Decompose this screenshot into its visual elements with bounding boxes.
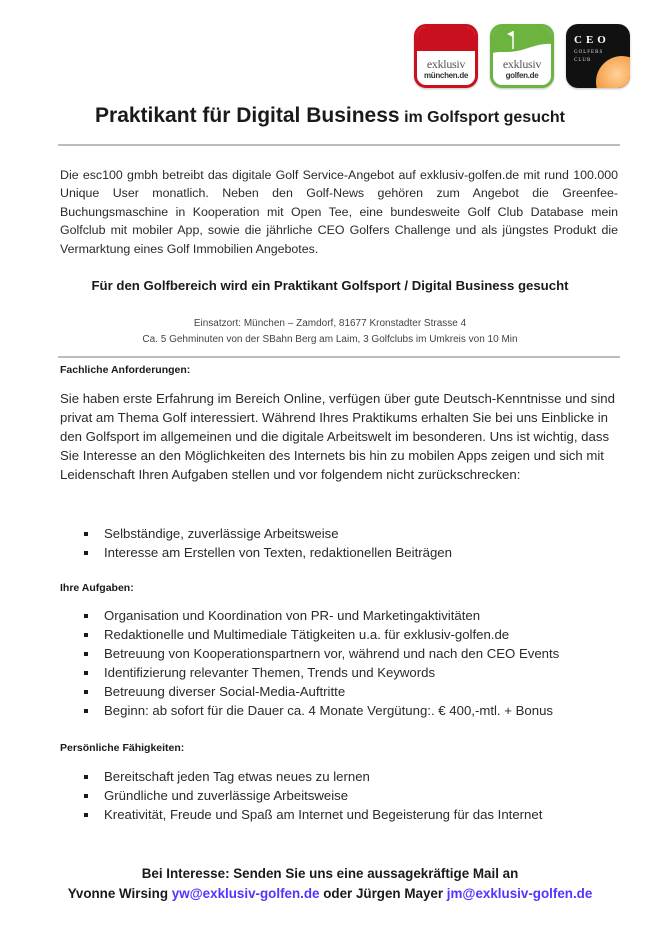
exklusiv-muenchen-logo [414,24,478,88]
skills-label: Persönliche Fähigkeiten: [60,742,185,754]
list-item: Kreativität, Freude und Spaß am Internet und Begeisterung für das Internet [84,805,624,824]
logo-text-club: CLUB [574,58,592,63]
city-skyline-icon [417,41,478,55]
skills-list [84,767,624,824]
location-line-1: Einsatzort: München – Zamdorf, 81677 Kronstadter Strasse 4 [193,318,467,329]
golf-flag-icon [493,27,554,61]
requirements-list [84,524,624,562]
email-link-yw[interactable]: yw@exklusiv-golfen.de [171,886,320,901]
list-item: Selbständige, zuverlässige Arbeitsweise [84,524,624,543]
list-item: Bereitschaft jeden Tag etwas neues zu lernen [84,767,624,786]
contact-person-1: Yvonne Wirsing [67,886,169,901]
email-link-jm[interactable]: jm@exklusiv-golfen.de [446,886,593,901]
list-item: Gründliche und zuverlässige Arbeitsweise [84,786,624,805]
tasks-list [84,606,624,720]
intro-paragraph: Die esc100 gmbh betreibt das digitale Golf Service-Angebot auf exklusiv-golfen.de mit rund 100.000 Unique User monatlich. Neben den Golf-News gehören zum Angebot die Greenfee-Buchungsmaschine in Kooperation mit Open Tee, eine bundesweite Golf Club Database mein Golfclub mit mobiler App, sowie die jährliche CEO Golfers Challenge und als jüngstes Produkt die Vermarktung eines Golf Immobilien Angebotes. [60,168,618,256]
contact-connector: oder Jürgen Mayer [323,886,444,901]
logo-text-line1: exklusiv [426,57,466,71]
logo-row [414,24,630,88]
list-item: Interesse am Erstellen von Texten, redaktionellen Beiträgen [84,543,624,562]
list-item: Identifizierung relevanter Themen, Trends und Keywords [84,663,624,682]
divider [58,356,620,358]
list-item: Betreuung diverser Social-Media-Auftritte [84,682,624,701]
logo-text-ceo: CEO [574,34,610,46]
page-title [0,104,660,128]
subheading: Für den Golfbereich wird ein Praktikant Golfsport / Digital Business gesucht [91,278,569,293]
exklusiv-golfen-logo [490,24,554,88]
list-item: Beginn: ab sofort für die Dauer ca. 4 Monate Vergütung:. € 400,-mtl. + Bonus [84,701,624,720]
logo-text-line2: golfen.de [505,71,539,80]
logo-text-line2: münchen.de [423,71,469,80]
contact-line-2 [0,884,660,904]
location-line-2: Ca. 5 Gehminuten von der SBahn Berg am Laim, 3 Golfclubs im Umkreis von 10 Min [142,334,518,345]
list-item: Redaktionelle und Multimediale Tätigkeiten u.a. für exklusiv-golfen.de [84,625,624,644]
ceo-golfers-club-logo [566,24,630,88]
title-suffix: im Golfsport gesucht [404,109,565,126]
requirements-paragraph: Sie haben erste Erfahrung im Bereich Online, verfügen über gute Deutsch-Kenntnisse und sind privat am Thema Golf interessiert. Während Ihres Praktikums erhalten Sie bei uns Einblicke in den Golfsport im allgemeinen und die digitale Arbeitswelt im besonderen. Uns ist wichtig, dass Sie Interesse an den Möglichkeiten des Internets bis hin zu mobilen Apps zeigen und sich mit Leidenschaft Ihren Aufgaben stellen und vor folgendem nicht zurückschrecken: [60,391,615,482]
list-item: Betreuung von Kooperationspartnern vor, während und nach den CEO Events [84,644,624,663]
contact-block [0,864,660,904]
requirements-label: Fachliche Anforderungen: [60,364,191,376]
golf-ball-icon [596,56,630,88]
location-info [0,316,660,348]
title-main: Praktikant für Digital Business [95,104,400,127]
tasks-label: Ihre Aufgaben: [60,582,134,594]
divider [58,144,620,146]
list-item: Organisation und Koordination von PR- und Marketingaktivitäten [84,606,624,625]
contact-line-1: Bei Interesse: Senden Sie uns eine aussagekräftige Mail an [141,866,519,881]
logo-text-golfers: GOLFERS [574,50,604,55]
logo-text-line1: exklusiv [502,57,542,71]
